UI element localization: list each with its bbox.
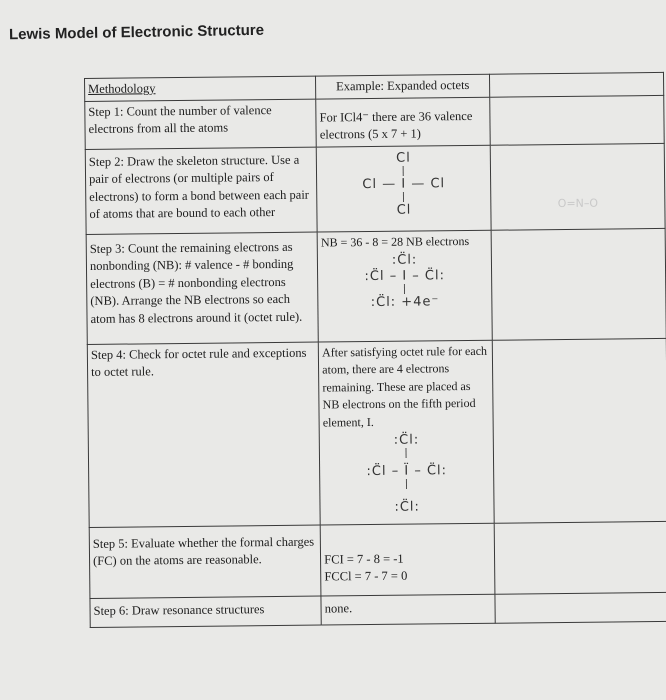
skeleton-bottom-cl: Cl bbox=[396, 202, 412, 218]
methodology-header: Methodology bbox=[88, 81, 156, 96]
step5-text: Step 5: Evaluate whether the formal charges (FC) on the atoms are reasonable. bbox=[92, 534, 315, 568]
table-row-step4 bbox=[87, 338, 666, 527]
step1-text: Step 1: Count the number of valence electrons from all the atoms bbox=[88, 102, 272, 136]
faint-note: O=N–O bbox=[557, 196, 599, 210]
step3-nb-line: NB = 36 - 8 = 28 NB electrons bbox=[320, 233, 470, 250]
methodology-table bbox=[84, 72, 666, 628]
step3-text: Step 3: Count the remaining electrons as nonbonding (NB): # valence - # bonding electrons (B) = # nonbonding electrons (NB). Arrange the NB electrons so each atom has 8 electrons around it (octet rule). bbox=[89, 239, 303, 326]
table-row-step6 bbox=[90, 592, 666, 627]
lewis-structure-partial: :C̈l: :C̈l – I – C̈l: | :C̈l: +4e⁻ bbox=[321, 252, 488, 312]
worksheet bbox=[84, 72, 666, 668]
skeleton-middle: Cl — I — Cl bbox=[362, 175, 446, 192]
lewis-partial-middle: :C̈l – I – C̈l: bbox=[364, 268, 446, 285]
step1-example: For ICl4⁻ there are 36 valence electrons (5 x 7 + 1) bbox=[319, 108, 473, 142]
table-row-step3 bbox=[86, 228, 666, 344]
step4-example: After satisfying octet rule for each atom, there are 4 electrons remaining. These are placed as NB electrons on the fifth period element, I. bbox=[321, 343, 488, 430]
lewis-final-middle: :C̈l – Ï – C̈l: bbox=[366, 463, 448, 480]
page-title: Lewis Model of Electronic Structure bbox=[8, 21, 265, 44]
skeleton-top-cl: Cl bbox=[396, 150, 411, 166]
lewis-final-top: :C̈l: bbox=[393, 432, 420, 448]
lewis-partial-top: :C̈l: bbox=[391, 252, 418, 268]
step6-text: Step 6: Draw resonance structures bbox=[93, 601, 265, 618]
table-row-step1 bbox=[85, 95, 664, 149]
skeleton-structure: Cl | Cl — I — Cl | Cl bbox=[320, 149, 488, 219]
example-header: Example: Expanded octets bbox=[336, 77, 470, 94]
formal-charge-i: FCI = 7 - 8 = -1 bbox=[324, 551, 404, 567]
lewis-structure-final: :C̈l: | :C̈l – Ï – C̈l: | :C̈l: bbox=[323, 432, 491, 517]
table-row-step5 bbox=[89, 521, 666, 598]
lewis-partial-bottom: :C̈l: +4e⁻ bbox=[370, 294, 440, 311]
step4-text: Step 4: Check for octet rule and exceptions to octet rule. bbox=[90, 345, 307, 379]
formal-charge-cl: FCCl = 7 - 7 = 0 bbox=[324, 568, 408, 584]
table-row-step2 bbox=[85, 143, 665, 234]
step2-text: Step 2: Draw the skeleton structure. Use a pair of electrons (or multiple pairs of electrons) to form a bond between each pair of atoms that are bound to each other bbox=[88, 152, 310, 221]
lewis-final-bottom: :C̈l: bbox=[394, 499, 420, 515]
step6-example: none. bbox=[324, 600, 353, 616]
